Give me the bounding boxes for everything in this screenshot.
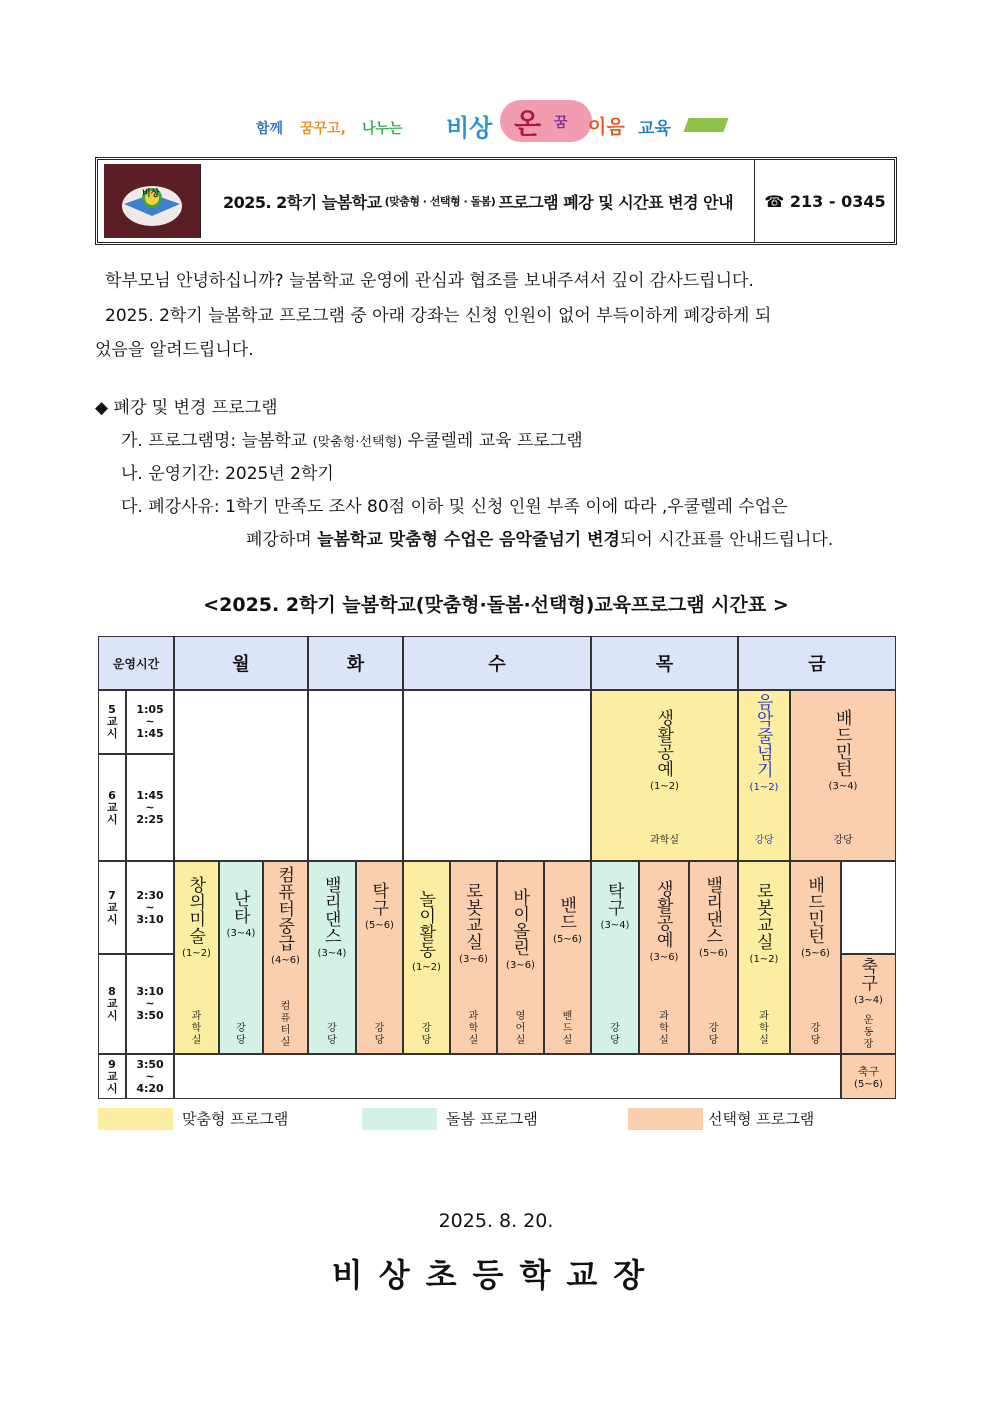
header-time: 운영시간 [98,636,174,690]
period-label: 5교시 [98,690,126,754]
period-time: 3:50 ~ 4:20 [126,1054,174,1099]
notice-line: 2025. 2학기 늘봄학교 프로그램 중 아래 강좌는 신청 인원이 없어 부득이하게 폐강하게 되 [105,306,772,326]
day-mon: 월 [174,636,308,690]
day-tue: 화 [308,636,403,690]
greeting: 학부모님 안녕하십니까? 늘봄학교 운영에 관심과 협조를 보내주셔서 깊이 감사드립니다. [105,271,754,291]
period-time: 1:45 ~ 2:25 [126,754,174,861]
title-main: 2025. 2학기 늘봄학교 [222,192,382,212]
day-thu: 목 [591,636,738,690]
slogan-word: 꿈꾸고, [300,121,346,137]
day-wed: 수 [403,636,591,690]
slogan-word: 이음 [588,116,625,138]
class-block: 생활공예 (1~2) 과학실 [591,690,738,861]
slogan-word: 나누는 [362,121,403,137]
title-small: (맞춤형 · 선택형 · 돌봄) [384,195,496,208]
period-time: 2:30 ~ 3:10 [126,861,174,954]
empty-cell [174,1054,841,1099]
school-principal: 비상초등학교장 [331,1256,661,1294]
class-block: 난타 (3~4) 강당 [219,861,263,1054]
legend-label: 돌봄 프로그램 [446,1110,538,1128]
notice-date: 2025. 8. 20. [438,1210,554,1232]
slogan-word: 비상 [446,114,493,142]
class-block: 탁구 (3~4) 강당 [591,861,639,1054]
empty-cell [174,690,308,861]
class-block: 생활공예 (3~6) 과학실 [639,861,689,1054]
legend-swatch-custom [98,1108,173,1130]
period-label: 7교시 [98,861,126,954]
class-block: 밸리댄스 (3~4) 강당 [308,861,356,1054]
slogan-word: 교육 [638,119,671,139]
slogan-banner [250,100,750,144]
section-title: ◆ 폐강 및 변경 프로그램 [95,398,278,418]
empty-cell [841,861,896,954]
notice-title [202,160,755,242]
book-icon [683,118,728,132]
title-end: 프로그램 폐강 및 시간표 변경 안내 [498,192,734,212]
header-box [95,157,897,245]
phone-number: ☎ 213 - 0345 [764,191,886,211]
timetable-title: <2025. 2학기 늘봄학교(맞춤형·돌봄·선택형)교육프로그램 시간표 > [203,594,789,616]
empty-cell [308,690,403,861]
class-block: 컴퓨터중급 (4~6) 컴퓨터실 [263,861,308,1054]
class-block: 축구 (3~4) 운동장 [841,954,896,1054]
slogan-word: 함께 [256,121,284,137]
class-block: 축구 (5~6) [841,1054,896,1099]
class-block: 바이올린 (3~6) 영어실 [497,861,544,1054]
item-c-cont: 폐강하며 늘봄학교 맞춤형 수업은 음악줄넘기 변경되어 시간표를 안내드립니다. [246,530,834,550]
legend-label: 맞춤형 프로그램 [182,1110,289,1128]
logo-text: 비상 [142,189,160,199]
slogan-word: 온 [514,107,542,140]
notice-line: 었음을 알려드립니다. [95,340,254,360]
item-a: 가. 프로그램명: 늘봄학교 (맞춤형·선택형) 우쿨렐레 교육 프로그램 [121,431,583,451]
legend-swatch-elective [628,1108,703,1130]
school-logo [104,164,201,238]
item-b: 나. 운영기간: 2025년 2학기 [121,464,334,484]
class-block: 탁구 (5~6) 강당 [356,861,403,1054]
period-time: 1:05 ~ 1:45 [126,690,174,754]
legend-swatch-care [362,1108,437,1130]
empty-cell [403,690,591,861]
class-block: 배드민턴 (5~6) 강당 [790,861,841,1054]
legend-label: 선택형 프로그램 [708,1110,815,1128]
class-block: 놀이활동 (1~2) 강당 [403,861,450,1054]
class-block: 음악줄넘기 (1~2) 강당 [738,690,790,861]
day-fri: 금 [738,636,896,690]
class-block: 밴드 (5~6) 밴드실 [544,861,591,1054]
class-block: 로봇교실 (1~2) 과학실 [738,861,790,1054]
slogan-word: 꿈 [554,115,568,131]
class-block: 배드민턴 (3~4) 강당 [790,690,896,861]
period-label: 9교시 [98,1054,126,1099]
period-label: 6교시 [98,754,126,861]
class-block: 밸리댄스 (5~6) 강당 [689,861,738,1054]
period-time: 3:10 ~ 3:50 [126,954,174,1054]
period-label: 8교시 [98,954,126,1054]
item-c: 다. 폐강사유: 1학기 만족도 조사 80점 이하 및 신청 인원 부족 이에 따라 ,우쿨렐레 수업은 [121,497,788,517]
timetable [98,636,896,1099]
class-block: 로봇교실 (3~6) 과학실 [450,861,497,1054]
class-block: 창의미술 (1~2) 과학실 [174,861,219,1054]
